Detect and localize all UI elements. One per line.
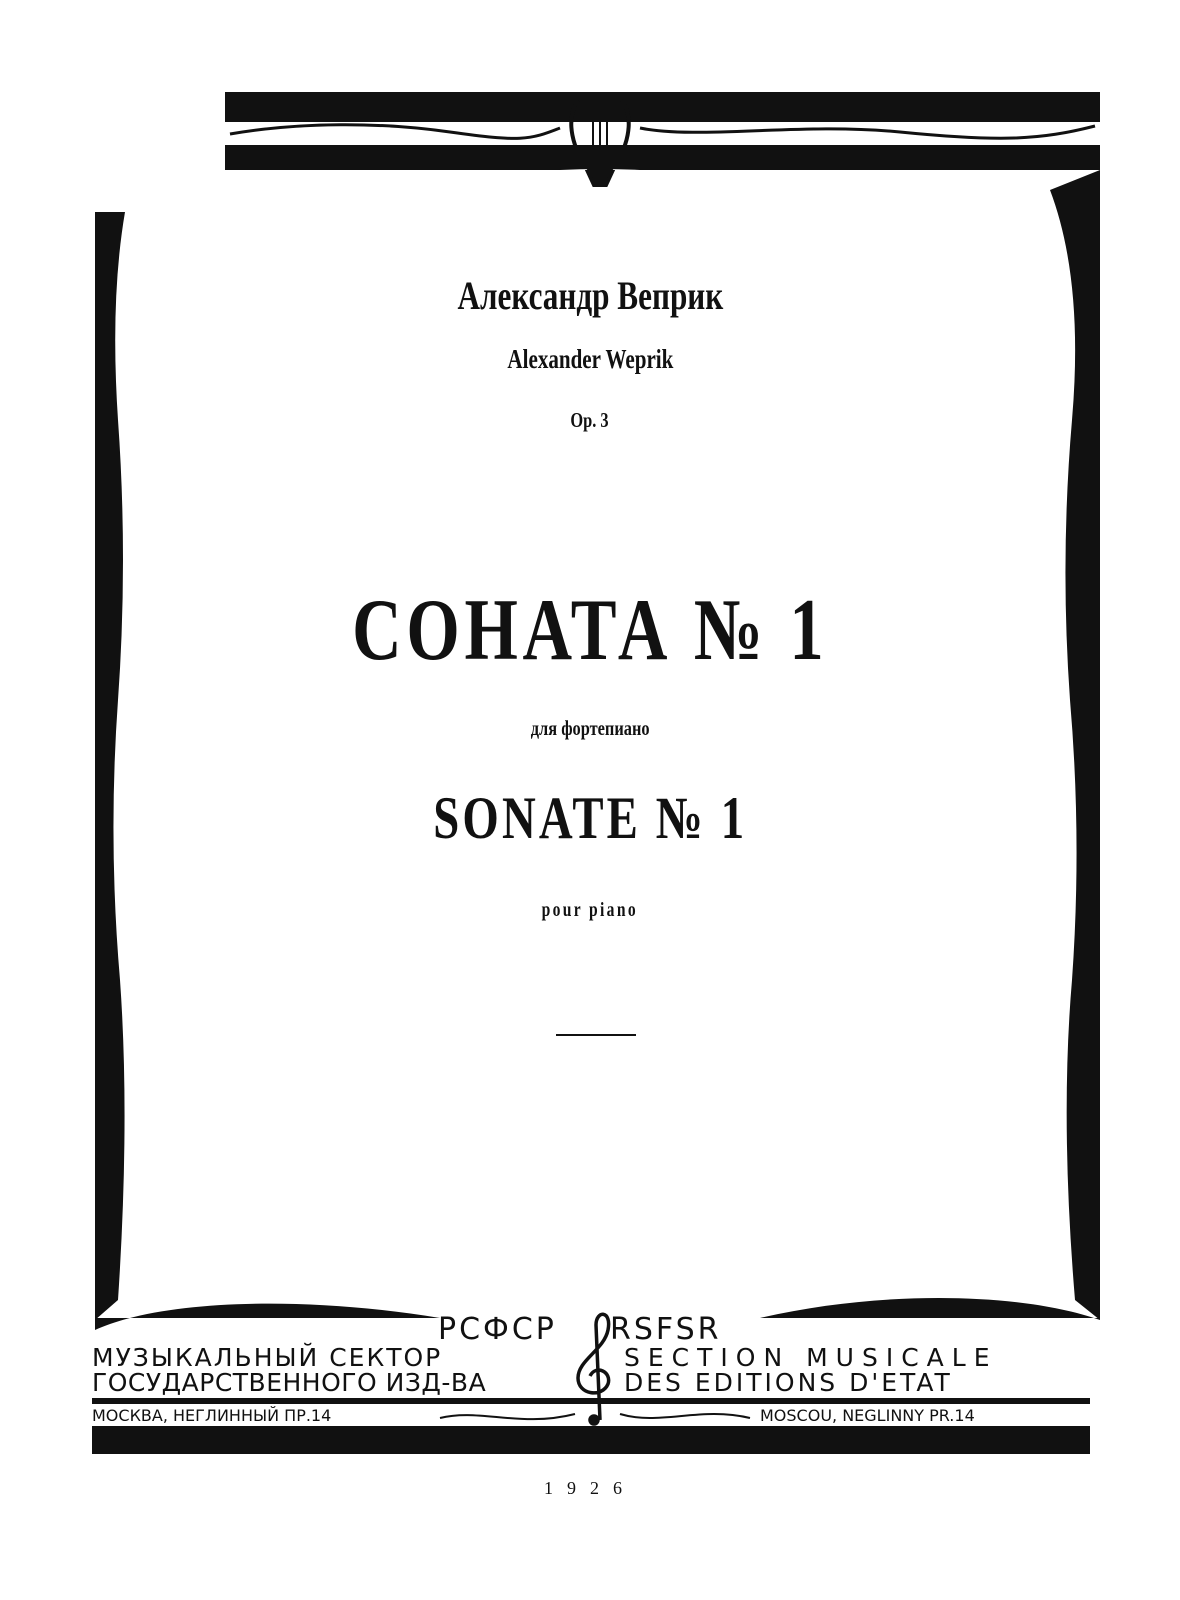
publisher-line2-ru: ГОСУДАРСТВЕННОГО ИЗД-ВА [92, 1368, 487, 1397]
address-flourish-right [620, 1414, 750, 1418]
top-right-flourish [640, 126, 1095, 138]
top-bar-lower [225, 145, 1100, 170]
publisher-country-en: RSFSR [610, 1312, 722, 1347]
top-bar-upper [225, 92, 1100, 122]
publisher-line2-fr: DES EDITIONS D'ETAT [624, 1368, 953, 1397]
publisher-address-fr: MOSCOU, NEGLINNY PR.14 [760, 1406, 975, 1425]
divider [556, 1034, 636, 1036]
address-flourish-left [440, 1414, 575, 1419]
publication-year: 1926 [544, 1478, 636, 1498]
publisher-address-ru: МОСКВА, НЕГЛИННЫЙ ПР.14 [92, 1406, 332, 1425]
right-border [1050, 170, 1100, 1320]
bottom-left-swoop [95, 1304, 440, 1330]
composer-name-en: Alexander Weprik [507, 344, 673, 374]
left-border [95, 212, 125, 1320]
composer-name-ru: Александр Веприк [457, 273, 723, 318]
bottom-bar-lower [92, 1426, 1090, 1454]
work-title-fr: SONATE № 1 [432, 785, 747, 851]
work-title-ru: СОНАТА № 1 [351, 582, 829, 679]
bottom-right-swoop [760, 1298, 1100, 1320]
publisher-line1-ru: МУЗЫКАЛЬНЫЙ СЕКТОР [92, 1343, 443, 1372]
publisher-country-ru: РСФСР [438, 1312, 557, 1347]
instrument-ru: для фортепиано [530, 716, 650, 740]
publisher-line1-fr: SECTION MUSICALE [624, 1343, 998, 1372]
bottom-bar-upper [92, 1398, 1090, 1404]
instrument-fr: pour piano [541, 899, 639, 921]
treble-clef-icon [578, 1314, 609, 1424]
opus-number: Op. 3 [570, 408, 610, 432]
top-left-flourish [230, 125, 560, 139]
